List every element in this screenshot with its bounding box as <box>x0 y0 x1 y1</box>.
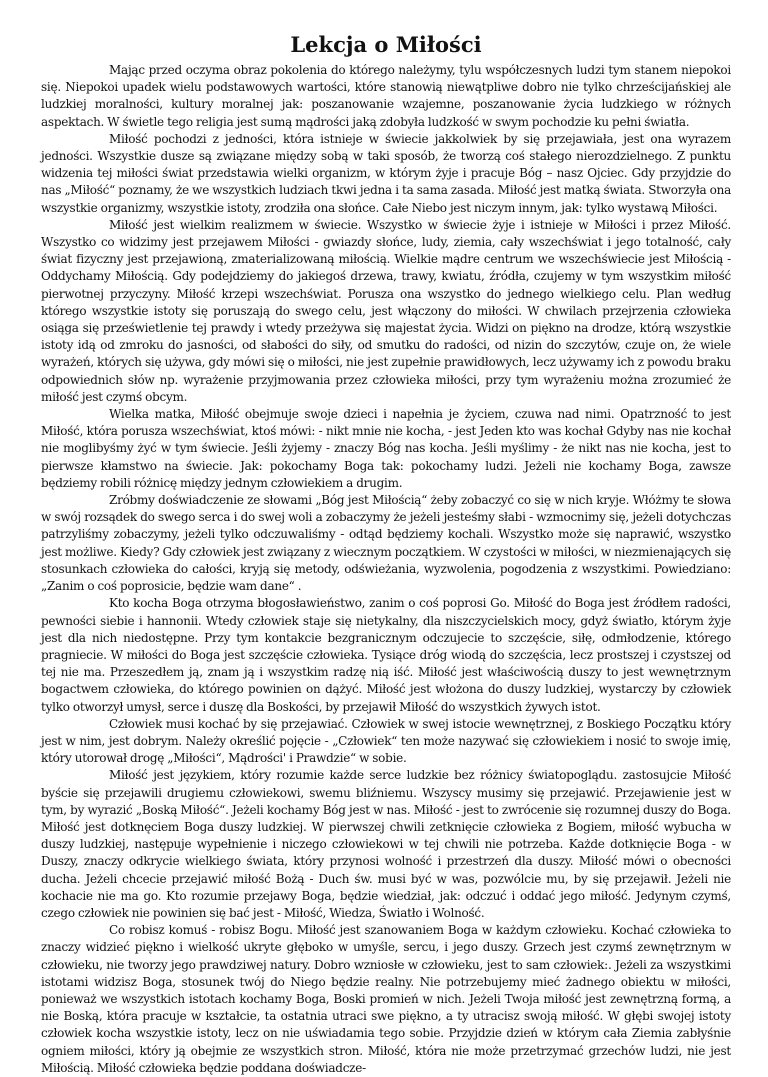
paragraph-6: Kto kocha Boga otrzyma błogosławieństwo, zanim o coś poprosi Go. Miłość do Boga jest źródłem radości, pewności siebie i hannonii. Wtedy człowiek staje się nietykalny, dla niszczycielskich mocy, gdyż światło, którym żyje jest dla nich niedostępne. Przy tym kontakcie bezgranicznym odczujecie to szczęście, siłę, odmłodzenie, którego pragniecie. W miłości do Boga jest szczęście człowieka. Tysiące dróg wiodą do szczęścia, lecz prostszej i czystszej od tej nie ma. Przeszedłem ją, znam ją i wszystkim radzę nią iść. Miłość jest właściwością duszy to jest wewnętrznym bogactwem człowieka, do którego powinien on dążyć. Miłość jest włożona do duszy ludzkiej, wystarczy by człowiek tylko otworzył umysł, serce i duszę dla Boskości, by przejawił Miłość do wszystkich żywych istot. <box>41 596 731 714</box>
paragraph-5: Zróbmy doświadczenie ze słowami „Bóg jest Miłością“ żeby zobaczyć co się w nich kryje. Włóżmy te słowa w swój rozsądek do swego serca i do swej woli a zobaczymy że jeżeli jesteśmy słabi - wzmocnimy się, jeżeli dotychczas patrzyliśmy zobaczymy, jeżeli tylko odczuwaliśmy - odtąd będziemy kochali. Wszystko może się naprawić, wszystko jest możliwe. Kiedy? Gdy człowiek jest związany z wiecznym początkiem. W czystości w miłości, w niezmienających się stosunkach człowieka do całości, kryją się metody, odświeżania, wyzwolenia, pogodzenia z wszystkimi. Powiedziano: „Zanim o coś poprosicie, będzie wam dane“ . <box>41 493 731 594</box>
paragraph-1: Mając przed oczyma obraz pokolenia do którego należymy, tylu współczesnych ludzi tym stanem niepokoi się. Niepokoi upadek wielu podstawowych wartości, które stanowią niewątpliwe dobro nie tylko chrześcijańskiej ale ludzkiej moralności, kultury moralnej jak: poszanowanie wzajemne, poszanowanie życia ludzkiego w różnych aspektach. W świetle tego religia jest sumą mądrości jaką zdobyła ludzkość w swym pochodzie ku pełni światła. <box>41 63 731 129</box>
paragraph-7: Człowiek musi kochać by się przejawiać. Człowiek w swej istocie wewnętrznej, z Boskiego Początku który jest w nim, jest dobrym. Należy określić pojęcie - „Człowiek“ ten może nazywać się człowiekiem i nosić to swoje imię, który utorował drogę „Miłości“, Mądrości' i Prawdzie“ w sobie. <box>41 716 731 766</box>
paragraph-8: Miłość jest językiem, który rozumie każde serce ludzkie bez różnicy światopoglądu. zastosujcie Miłość byście się przejawili drugiemu człowiekowi, swemu bliźniemu. Wszyscy musimy się przejawić. Przejawienie jest w tym, by wyrazić „Boską Miłość“. Jeżeli kochamy Bóg jest w nas. Miłość - jest to zwrócenie się rozumnej duszy do Boga. Miłość jest dotknęciem Boga duszy ludzkiej. W pierwszej chwili zetknięcie człowieka z Bogiem, miłość wybucha w duszy ludzkiej, następuje wypełnienie i niczego człowiekowi w tej chwili nie potrzeba. Każde dotknięcie Boga - w Duszy, znaczy odkrycie wielkiego świata, który przynosi wolność i przestrzeń dla duszy. Miłość mówi o obecności ducha. Jeżeli chcecie przejawić miłość Bożą - Duch św. musi być w was, pozwólcie mu, by się przejawił. Jeżeli nie kochacie nie ma go. Kto rozumie przejawy Boga, będzie wiedział, jak: odczuć i oddać jego miłość. Jedynym czymś, czego człowiek nie powinien się bać jest - Miłość, Wiedza, Światło i Wolność. <box>41 768 731 920</box>
paragraph-3: Miłość jest wielkim realizmem w świecie. Wszystko w świecie żyje i istnieje w Miłości i przez Miłość. Wszystko co widzimy jest przejawem Miłości - gwiazdy słońce, ludy, ziemia, cały wszechświat i jego totalność, cały świat fizyczny jest przejawioną, zmaterializowaną miłością. Wielkie mądre centrum we wszechświecie jest Miłością - Oddychamy Miłością. Gdy podejdziemy do jakiegoś drzewa, trawy, kwiatu, źródła, czujemy w tym wszystkim miłość pierwotnej przyczyny. Miłość krzepi wszechświat. Porusza ona wszystko do jednego wielkiego celu. Plan według którego wszystkie istoty się poruszają do swego celu, jest włączony do miłości. W chwilach przejrzenia człowieka osiąga się prześwietlenie tej prawdy i wtedy przeżywa się majestat życia. Widzi on piękno na drodze, którą wszystkie istoty idą od zmroku do jasności, od słabości do siły, od smutku do radości, od nizin do szczytów, czuje on, że wiele wyrażeń, których się używa, gdy mówi się o miłości, nie jest zupełnie prawidłowych, lecz używamy ich z powodu braku odpowiednich słów np. wyrażenie przyjmowania przez człowieka miłości, przy tym wyrażeniu można zrozumieć że miłość jest czymś obcym. <box>41 217 731 404</box>
paragraph-9: Co robisz komuś - robisz Bogu. Miłość jest szanowaniem Boga w każdym człowieku. Kochać człowieka to znaczy widzieć piękno i wielkość ukryte głęboko w umyśle, sercu, i jego duszy. Grzech jest czymś zewnętrznym w człowieku, nie tworzy jego prawdziwej natury. Dobro wzniosłe w człowieku, jest to sam człowiek:. Jeżeli za wszystkimi istotami widzisz Boga, stosunek twój do Niego będzie realny. Nie potrzebujemy mieć żadnego obiektu w miłości, ponieważ we wszystkich istotach kochamy Boga, Boski promień w nich. Jeżeli Twoja miłość jest zewnętrzną formą, a nie Boską, która pracuje w kształcie, ta ostatnia utraci swe piękno, a ty utracisz swoją miłość. W głębi swojej istoty człowiek kocha wszystkie istoty, lecz on nie uświadamia tego sobie. Przyjdzie dzień w którym cała Ziemia zabłyśnie ogniem miłości, który ją obejmie ze wszystkich stron. Miłość, która nie może przetrzymać grzechów ludzi, nie jest Miłością. Miłość człowieka będzie poddana doświadcze- <box>41 923 731 1075</box>
document-title: Lekcja o Miłości <box>290 32 482 57</box>
paragraph-2: Miłość pochodzi z jedności, która istnieje w świecie jakkolwiek by się przejawiała, jest ona wyrazem jedności. Wszystkie dusze są związane między sobą w taki sposób, że tworzą coś stałego nierozdzielnego. Z punktu widzenia tej miłości świat przedstawia wielki organizm, w którym żyje i pracuje Bóg – nasz Ojciec. Gdy przyjdzie do nas „Miłość“ poznamy, że we wszystkich ludziach tkwi jedna i ta sama zasada. Miłość jest matką świata. Stworzyła ona wszystkie organizmy, wszystkie istoty, zrodziła ona słońce. Całe Niebo jest niczym innym, jak: tylko wystawą Miłości. <box>41 131 731 215</box>
paragraph-4: Wielka matka, Miłość obejmuje swoje dzieci i napełnia je życiem, czuwa nad nimi. Opatrzność to jest Miłość, która porusza wszechświat, ktoś mówi: - nikt mnie nie kocha, - jest Jeden kto was kochał Gdyby nas nie kochał nie moglibyśmy żyć w tym świecie. Jeśli żyjemy - znaczy Bóg nas kocha. Jeśli myślimy - że nikt nas nie kocha, jest to pierwsze kłamstwo na świecie. Jak: pokochamy Boga tak: pokochamy ludzi. Jeżeli nie kochamy Boga, zawsze będziemy robili różnicę między jednym człowiekiem a drugim. <box>41 407 731 490</box>
